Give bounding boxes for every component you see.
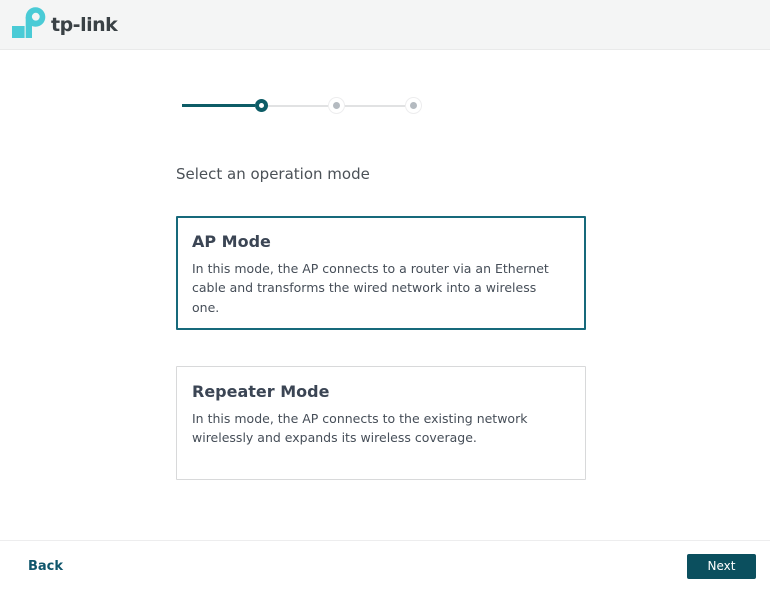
progress-line-completed [182,104,255,107]
mode-card-ap-description: In this mode, the AP connects to a router via an Ethernet cable and transforms the wired network into a wireless one. [192,261,549,315]
brand-name: tp-link [51,13,118,36]
page-title: Select an operation mode [176,165,370,183]
app-header [0,0,770,50]
next-button[interactable]: Next [687,554,756,579]
wizard-footer [0,540,770,591]
progress-line-1 [268,105,328,107]
mode-card-ap-title: AP Mode [192,232,271,251]
step-dot-inner [333,102,340,109]
mode-card-repeater-description: In this mode, the AP connects to the existing network wirelessly and expands its wireless coverage. [192,411,528,446]
brand-logo [10,6,117,44]
step-dot-upcoming-1 [328,97,345,114]
back-button[interactable]: Back [28,558,64,574]
mode-card-repeater[interactable] [176,366,586,480]
progress-stepper [182,97,422,114]
wizard-content [0,97,586,480]
step-dot-current [255,99,268,112]
step-dot-upcoming-2 [405,97,422,114]
progress-line-2 [345,105,405,107]
mode-card-ap[interactable] [176,216,586,330]
mode-card-repeater-title: Repeater Mode [192,382,330,401]
tp-link-logo-icon [10,6,46,44]
step-dot-inner [410,102,417,109]
